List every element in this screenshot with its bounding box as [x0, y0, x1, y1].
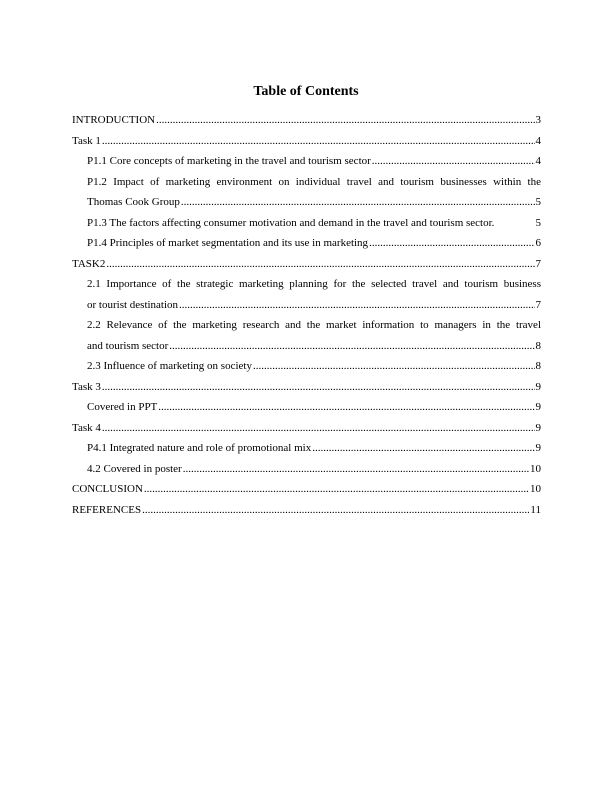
toc-entry-label: P1.3 The factors affecting consumer motivation and demand in the travel and tourism sector. [87, 216, 495, 229]
toc-page-number: 9 [535, 380, 541, 393]
toc-entry-covered-in-ppt[interactable] [72, 400, 541, 421]
dot-leader [312, 441, 534, 456]
toc-page-number: 9 [535, 401, 541, 413]
toc-page-number: 4 [535, 155, 541, 167]
toc-entry-label: or tourist destination [87, 298, 179, 311]
toc-entry-task-4[interactable] [72, 421, 541, 442]
toc-page-number: 5 [535, 216, 541, 229]
toc-page-number: 8 [535, 339, 541, 352]
dot-leader [169, 339, 534, 354]
toc-entry-conclusion[interactable] [72, 482, 541, 503]
toc-page-number: 10 [530, 483, 541, 495]
toc-page-number: 3 [535, 114, 541, 126]
toc-page-number: 9 [535, 442, 541, 454]
toc-page-number: 7 [535, 257, 541, 270]
dot-leader [372, 154, 535, 169]
dot-leader [102, 421, 535, 436]
dot-leader [156, 113, 534, 128]
toc-entry-label: and tourism sector [87, 339, 169, 352]
toc-entry-2-3[interactable] [72, 359, 541, 380]
dot-leader [102, 134, 535, 149]
toc-page-number: 7 [535, 298, 541, 311]
toc-entry-p1-2[interactable] [72, 175, 541, 216]
dot-leader [179, 298, 534, 313]
toc-page-number: 4 [535, 134, 541, 147]
toc-entry-label-line1: 2.2 Relevance of the marketing research and the market information to managers in the travel [87, 319, 541, 331]
toc-entry-p4-1[interactable] [72, 441, 541, 462]
toc-entry-task-2[interactable] [72, 257, 541, 278]
dot-leader [253, 359, 535, 374]
toc-entry-label: 4.2 Covered in poster [87, 462, 182, 475]
dot-leader [158, 400, 534, 415]
toc-entry-introduction[interactable] [72, 113, 541, 134]
toc-page-number: 9 [535, 421, 541, 434]
dot-leader [144, 482, 529, 497]
dot-leader [183, 462, 529, 477]
toc-entry-label: CONCLUSION [72, 483, 143, 495]
toc-entry-label: Task 3 [72, 380, 101, 393]
toc-entry-references[interactable] [72, 503, 541, 524]
toc-page-number: 10 [530, 462, 541, 475]
toc-entry-label: Covered in PPT [87, 401, 158, 413]
toc-entry-task-3[interactable] [72, 380, 541, 401]
dot-leader [142, 503, 529, 518]
dot-leader [369, 236, 534, 251]
toc-entry-p1-3[interactable] [72, 216, 541, 237]
toc-entry-label: Thomas Cook Group [87, 196, 180, 208]
toc-entry-task-1[interactable] [72, 134, 541, 155]
toc-page-number: 8 [535, 360, 541, 372]
toc-entry-2-2[interactable] [72, 318, 541, 359]
toc-entry-label: 2.3 Influence of marketing on society [87, 360, 252, 372]
toc-entry-p1-1[interactable] [72, 154, 541, 175]
dot-leader [102, 380, 535, 395]
toc-entry-4-2[interactable] [72, 462, 541, 483]
toc-entry-label-line1: P1.2 Impact of marketing environment on individual travel and tourism businesses within the [87, 175, 541, 188]
toc-page-number: 5 [535, 196, 541, 208]
toc-entry-label: INTRODUCTION [72, 114, 156, 126]
toc-entry-2-1[interactable] [72, 277, 541, 318]
toc-entry-label: Task 1 [72, 134, 101, 147]
toc-page-number: 11 [530, 503, 541, 516]
toc-entry-label: P1.1 Core concepts of marketing in the travel and tourism sector [87, 155, 371, 167]
toc-entry-label: Task 4 [72, 421, 101, 434]
toc-page-number: 6 [535, 237, 541, 249]
toc-title: Table of Contents [253, 84, 359, 99]
toc-entry-label: TASK2 [72, 257, 106, 270]
toc-entry-label: P4.1 Integrated nature and role of promotional mix [87, 442, 312, 454]
toc-entry-label: P1.4 Principles of market segmentation and its use in marketing [87, 237, 369, 249]
toc-list [72, 113, 541, 523]
dot-leader [106, 257, 534, 272]
toc-entry-label-line1: 2.1 Importance of the strategic marketing planning for the selected travel and tourism business [87, 278, 541, 290]
dot-leader [181, 195, 535, 210]
toc-entry-label: REFERENCES [72, 503, 142, 516]
toc-entry-p1-4[interactable] [72, 236, 541, 257]
